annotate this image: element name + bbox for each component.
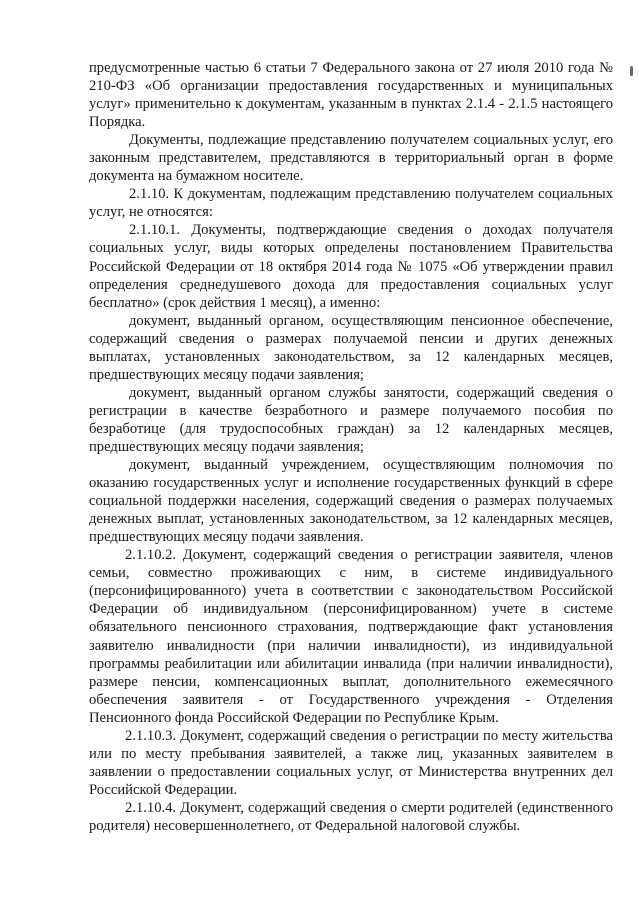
- document-page: [89, 59, 613, 835]
- paragraph-social-support-document: документ, выданный учреждением, осуществляющим полномочия по оказанию государственных услуг и исполнение государственных функций в сфере социальной поддержки населения, содержащий сведения о размерах получаемых денежных выплат, установленных законодательством, за 12 календарных месяцев, предшествующих месяцу подачи заявления.: [89, 457, 613, 546]
- paragraph-2-1-10-4: 2.1.10.4. Документ, содержащий сведения о смерти родителей (единственного родителя) несовершеннолетнего, от Федеральной налоговой службы.: [89, 799, 613, 834]
- paragraph-2-1-10: 2.1.10. К документам, подлежащим представлению получателем социальных услуг, не относятся:: [89, 186, 613, 221]
- paragraph-employment-document: документ, выданный органом службы занятости, содержащий сведения о регистрации в качестве безработного и размере получаемого пособия по безработице (для трудоспособных граждан) за 12 календарных месяцев, предшествующих месяцу подачи заявления;: [89, 384, 613, 455]
- paragraph-2-1-10-1: 2.1.10.1. Документы, подтверждающие сведения о доходах получателя социальных услуг, виды которых определены постановлением Правительства Российской Федерации от 18 октября 2014 года № 1075 «Об утверждении правил определения среднедушевого дохода для предоставления социальных услуг бесплатно» (срок действия 1 месяц), а именно:: [89, 222, 613, 311]
- paragraph-pension-document: документ, выданный органом, осуществляющим пенсионное обеспечение, содержащий сведения о размерах получаемой пенсии и других денежных выплатах, установленных законодательством, за 12 календарных месяцев, предшествующих месяцу подачи заявления;: [89, 312, 613, 383]
- paragraph-2-1-10-3: 2.1.10.3. Документ, содержащий сведения о регистрации по месту жительства или по месту пребывания заявителей, а также лиц, указанных заявителем в заявлении о предоставлении социальных услуг, от Министерства внутренних дел Российской Федерации.: [89, 727, 613, 798]
- paragraph-documents-submission: Документы, подлежащие представлению получателем социальных услуг, его законным представителем, представляются в территориальный орган в форме документа на бумажном носителе.: [89, 132, 613, 185]
- scan-edge-mark: [630, 66, 633, 76]
- paragraph-2-1-10-2: 2.1.10.2. Документ, содержащий сведения о регистрации заявителя, членов семьи, совместно проживающих с ним, в системе индивидуального (персонифицированного) учета в соответствии с законодательством Российской Федерации об индивидуальном (персонифицированном) учете в системе обязательного пенсионного страхования, подтверждающие факт установления заявителю инвалидности (при наличии инвалидности), из индивидуальной программы реабилитации или абилитации инвалида (при наличии инвалидности), размере пенсии, компенсационных выплат, дополнительного ежемесячного обеспечения заявителя - от Государственного учреждения - Отделения Пенсионного фонда Российской Федерации по Республике Крым.: [89, 547, 613, 726]
- paragraph-continuation: предусмотренные частью 6 статьи 7 Федерального закона от 27 июля 2010 года № 210-ФЗ «Об организации предоставления государственных и муниципальных услуг» применительно к документам, указанным в пунктах 2.1.4 - 2.1.5 настоящего Порядка.: [89, 60, 613, 131]
